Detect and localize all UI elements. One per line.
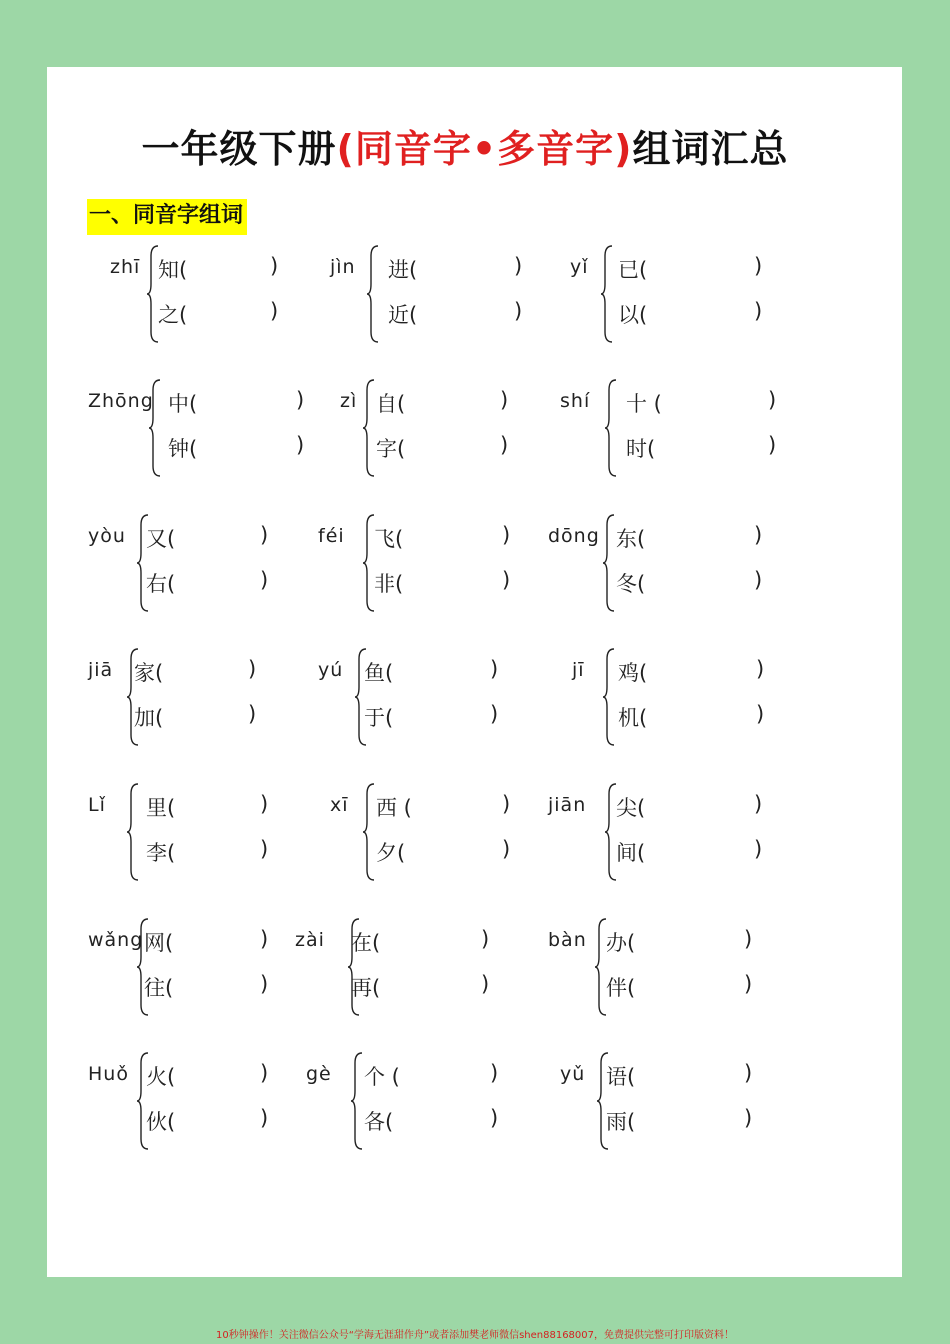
pinyin-label: jiān (548, 794, 587, 816)
word-entry: 东( (616, 527, 646, 551)
answer-blank[interactable] (668, 657, 756, 687)
word-entry: 鸡( (618, 661, 648, 685)
answer-blank[interactable] (666, 568, 754, 598)
pinyin-label: féi (318, 525, 345, 547)
closing-paren: ) (756, 657, 765, 681)
answer-blank[interactable] (194, 972, 260, 1002)
answer-blank[interactable] (426, 388, 500, 418)
title-part-2: (同音字•多音字) (336, 127, 633, 171)
closing-paren: ) (248, 657, 257, 681)
closing-paren: ) (270, 299, 279, 323)
answer-blank[interactable] (401, 927, 481, 957)
answer-blank[interactable] (414, 1106, 490, 1136)
word-entry: 飞( (374, 527, 404, 551)
curly-brace-icon (600, 244, 616, 344)
closing-paren: ) (754, 568, 763, 592)
word-entry: 知( (158, 258, 188, 282)
pinyin-label: yǐ (570, 256, 589, 278)
word-entry: 中( (168, 392, 198, 416)
word-entry: 机( (618, 706, 648, 730)
word-entry: 里( (146, 796, 176, 820)
closing-paren: ) (756, 702, 765, 726)
pinyin-label: yòu (88, 525, 126, 547)
word-entry: 雨( (606, 1110, 636, 1134)
closing-paren: ) (754, 792, 763, 816)
word-entry: 之( (158, 303, 188, 327)
answer-blank[interactable] (414, 702, 490, 732)
closing-paren: ) (490, 702, 499, 726)
closing-paren: ) (490, 1106, 499, 1130)
word-entry: 伴( (606, 976, 636, 1000)
word-entry: 又( (146, 527, 176, 551)
pinyin-label: Huǒ (88, 1063, 129, 1085)
footer-note: 10秒钟操作！关注微信公众号“学海无涯甜作舟”或者添加樊老师微信shen88168007，免费提供完整可打印版资料！ (215, 1330, 735, 1341)
answer-blank[interactable] (656, 927, 744, 957)
pinyin-label: wǎng (88, 929, 144, 951)
answer-blank[interactable] (426, 792, 502, 822)
closing-paren: ) (502, 523, 511, 547)
word-entry: 各( (364, 1110, 394, 1134)
word-entry: 往( (144, 976, 174, 1000)
answer-blank[interactable] (424, 568, 502, 598)
curly-brace-icon (148, 378, 164, 478)
answer-blank[interactable] (208, 299, 270, 329)
closing-paren: ) (296, 388, 305, 412)
pinyin-label: zhī (110, 256, 141, 278)
answer-blank[interactable] (208, 254, 270, 284)
answer-blank[interactable] (676, 433, 768, 463)
answer-blank[interactable] (666, 837, 754, 867)
closing-paren: ) (490, 657, 499, 681)
answer-blank[interactable] (438, 254, 514, 284)
word-entry: 网( (144, 931, 174, 955)
closing-paren: ) (768, 388, 777, 412)
page-title (0, 118, 930, 173)
closing-paren: ) (260, 927, 269, 951)
closing-paren: ) (744, 927, 753, 951)
answer-blank[interactable] (666, 523, 754, 553)
pinyin-label: jiā (88, 659, 114, 681)
title-part-3: 组词汇总 (632, 127, 789, 171)
answer-blank[interactable] (196, 523, 260, 553)
word-entry: 字( (376, 437, 406, 461)
closing-paren: ) (500, 388, 509, 412)
closing-paren: ) (260, 1061, 269, 1085)
answer-blank[interactable] (426, 837, 502, 867)
pinyin-label: yǔ (560, 1063, 586, 1085)
pinyin-label: Lǐ (88, 794, 106, 816)
word-entry: 语( (606, 1065, 636, 1089)
closing-paren: ) (260, 568, 269, 592)
closing-paren: ) (754, 523, 763, 547)
closing-paren: ) (248, 702, 257, 726)
word-entry: 冬( (616, 572, 646, 596)
curly-brace-icon (366, 244, 382, 344)
closing-paren: ) (754, 837, 763, 861)
word-entry: 尖( (616, 796, 646, 820)
answer-blank[interactable] (196, 792, 260, 822)
answer-blank[interactable] (656, 1061, 744, 1091)
word-entry: 火( (146, 1065, 176, 1089)
closing-paren: ) (502, 837, 511, 861)
answer-blank[interactable] (194, 927, 260, 957)
closing-paren: ) (754, 254, 763, 278)
curly-brace-icon (126, 782, 142, 882)
word-entry: 非( (374, 572, 404, 596)
answer-blank[interactable] (438, 299, 514, 329)
answer-blank[interactable] (656, 972, 744, 1002)
title-part-1: 一年级下册 (141, 127, 337, 171)
answer-blank[interactable] (426, 433, 500, 463)
answer-blank[interactable] (218, 388, 296, 418)
answer-blank[interactable] (676, 388, 768, 418)
answer-blank[interactable] (668, 702, 756, 732)
section-heading: 一、同音字组词 (87, 199, 247, 235)
closing-paren: ) (500, 433, 509, 457)
answer-blank[interactable] (401, 972, 481, 1002)
word-entry: 自( (376, 392, 406, 416)
closing-paren: ) (260, 1106, 269, 1130)
word-entry: 近( (388, 303, 418, 327)
word-entry: 间( (616, 841, 646, 865)
answer-blank[interactable] (218, 433, 296, 463)
curly-brace-icon (604, 378, 620, 478)
answer-blank[interactable] (184, 702, 248, 732)
answer-blank[interactable] (196, 568, 260, 598)
word-entry: 已( (618, 258, 648, 282)
answer-blank[interactable] (196, 1106, 260, 1136)
answer-blank[interactable] (668, 299, 754, 329)
answer-blank[interactable] (668, 254, 754, 284)
word-entry: 加( (134, 706, 164, 730)
answer-blank[interactable] (414, 657, 490, 687)
word-entry: 个 ( (364, 1065, 400, 1089)
word-entry: 西 ( (376, 796, 412, 820)
word-entry: 以( (618, 303, 648, 327)
answer-blank[interactable] (414, 1061, 490, 1091)
answer-blank[interactable] (656, 1106, 744, 1136)
closing-paren: ) (260, 523, 269, 547)
word-entry: 再( (351, 976, 381, 1000)
pinyin-label: shí (560, 390, 591, 412)
word-entry: 夕( (376, 841, 406, 865)
closing-paren: ) (481, 927, 490, 951)
answer-blank[interactable] (184, 657, 248, 687)
closing-paren: ) (260, 972, 269, 996)
closing-paren: ) (514, 299, 523, 323)
word-entry: 办( (606, 931, 636, 955)
closing-paren: ) (260, 837, 269, 861)
answer-blank[interactable] (196, 1061, 260, 1091)
answer-blank[interactable] (196, 837, 260, 867)
answer-blank[interactable] (666, 792, 754, 822)
closing-paren: ) (744, 972, 753, 996)
word-entry: 右( (146, 572, 176, 596)
closing-paren: ) (744, 1106, 753, 1130)
word-entry: 在( (351, 931, 381, 955)
word-entry: 进( (388, 258, 418, 282)
closing-paren: ) (270, 254, 279, 278)
pinyin-label: dōng (548, 525, 600, 547)
closing-paren: ) (768, 433, 777, 457)
closing-paren: ) (260, 792, 269, 816)
answer-blank[interactable] (424, 523, 502, 553)
closing-paren: ) (296, 433, 305, 457)
word-entry: 李( (146, 841, 176, 865)
closing-paren: ) (754, 299, 763, 323)
pinyin-label: xī (330, 794, 349, 816)
pinyin-label: zài (295, 929, 325, 951)
curly-brace-icon (602, 647, 618, 747)
closing-paren: ) (502, 792, 511, 816)
closing-paren: ) (744, 1061, 753, 1085)
closing-paren: ) (481, 972, 490, 996)
word-entry: 鱼( (364, 661, 394, 685)
pinyin-label: jī (572, 659, 585, 681)
word-entry: 十 ( (626, 392, 662, 416)
pinyin-label: Zhōng (88, 390, 154, 412)
word-entry: 于( (364, 706, 394, 730)
word-entry: 家( (134, 661, 164, 685)
pinyin-label: yú (318, 659, 344, 681)
pinyin-label: zì (340, 390, 358, 412)
pinyin-label: gè (306, 1063, 332, 1085)
pinyin-label: bàn (548, 929, 587, 951)
closing-paren: ) (514, 254, 523, 278)
pinyin-label: jìn (330, 256, 356, 278)
word-entry: 时( (626, 437, 656, 461)
word-entry: 钟( (168, 437, 198, 461)
closing-paren: ) (490, 1061, 499, 1085)
word-entry: 伙( (146, 1110, 176, 1134)
closing-paren: ) (502, 568, 511, 592)
